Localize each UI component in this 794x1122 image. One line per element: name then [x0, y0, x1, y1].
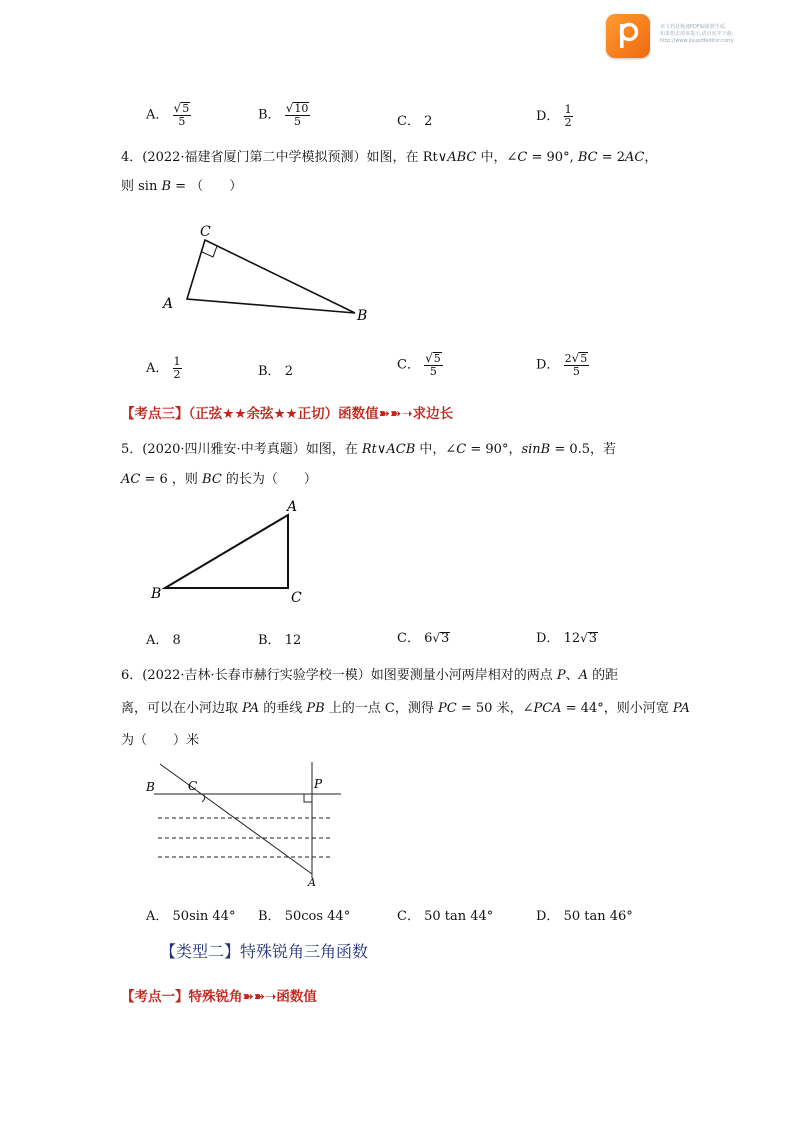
q6-label-b: B	[146, 780, 155, 794]
q5-label-a: A	[287, 499, 298, 515]
q4-triangle-figure	[150, 215, 390, 330]
q3-option-a: A． √ 5 5	[146, 101, 190, 128]
p-letter-icon	[616, 22, 640, 50]
q6-label-c: C	[188, 779, 198, 793]
q5-option-d: D． 12 √ 3	[536, 631, 598, 646]
q4-option-b: B． 2	[258, 364, 293, 379]
q6-option-a: A． 50sin 44°	[146, 909, 236, 924]
q6-option-b: B． 50cos 44°	[258, 909, 351, 924]
q6-label-a: A	[308, 876, 316, 889]
q6-option-d: D． 50 tan 46°	[536, 909, 633, 924]
section-1-heading: 【考点一】特殊锐角➽➽➝函数值	[121, 989, 317, 1005]
q4-label-c: C	[200, 224, 211, 240]
watermark-line3: http://www.jisupdfeditor.com/	[660, 38, 734, 44]
q6-stem-line2: 离，可以在小河边取 PA 的垂线 PB 上的一点 C，测得 PC = 50 米，∠PCA = 44°，则小河宽 PA	[121, 701, 690, 716]
q3-option-d: D． $\frac{1}{2}$	[536, 103, 572, 129]
q3-option-b: B． √ 10 5	[258, 101, 309, 128]
q5-label-b: B	[151, 586, 162, 602]
q4-label-b: B	[357, 308, 368, 324]
q4-option-a: A． $\frac{1}{2}$	[146, 355, 181, 381]
q5-label-c: C	[291, 590, 302, 605]
q5-stem-line2: AC = 6 ，则 BC 的长为（ ）	[121, 472, 317, 487]
q6-option-c: C． 50 tan 44°	[397, 909, 494, 924]
q6-stem-line1: 6．(2022·吉林·长春市赫行实验学校一模）如图要测量小河两岸相对的两点 P、A 的距	[121, 668, 619, 683]
q4-stem-line2: 则 sin B = （ ）	[121, 179, 243, 194]
q4-option-d: D． 2 √ 5 5	[536, 351, 588, 378]
watermark-line2: 如果想去掉该提示,请访问并下载:	[660, 31, 734, 37]
q6-stem-line3: 为（ ）米	[121, 733, 200, 748]
type-2-heading: 【类型二】特殊锐角三角函数	[160, 942, 369, 961]
q5-option-c: C． 6 √ 3	[397, 631, 450, 646]
q5-option-b: B． 12	[258, 633, 302, 648]
q3-option-c: C． 2	[397, 114, 433, 129]
q4-option-c: C． √ 5 5	[397, 351, 441, 378]
q5-triangle-figure	[145, 495, 315, 605]
q6-right-angle-mark	[304, 794, 312, 802]
q5-stem-line1: 5．(2020·四川雅安·中考真题）如图，在 Rt∨ACB 中，∠C = 90°，sinB = 0.5，若	[121, 442, 617, 457]
q4-stem-line1: 4．(2022·福建省厦门第二中学模拟预测）如图，在 Rt∨ABC 中，∠C = 90°, BC = 2AC，	[121, 150, 658, 165]
watermark-line1: 该文档是极速PDF编辑器生成,	[660, 24, 727, 30]
q4-label-a: A	[163, 296, 174, 312]
q6-river-figure	[140, 758, 350, 893]
pdf-editor-logo	[606, 14, 650, 58]
q5-triangle	[165, 515, 288, 588]
q4-right-angle-mark	[202, 246, 217, 257]
section-3-heading: 【考点三】（正弦★★余弦★★正切）函数值➽➽➝求边长	[121, 406, 454, 422]
q6-label-p: P	[314, 777, 323, 791]
q4-triangle	[187, 240, 355, 313]
q5-option-a: A． 8	[146, 633, 181, 648]
q6-angle-arc	[202, 795, 205, 802]
